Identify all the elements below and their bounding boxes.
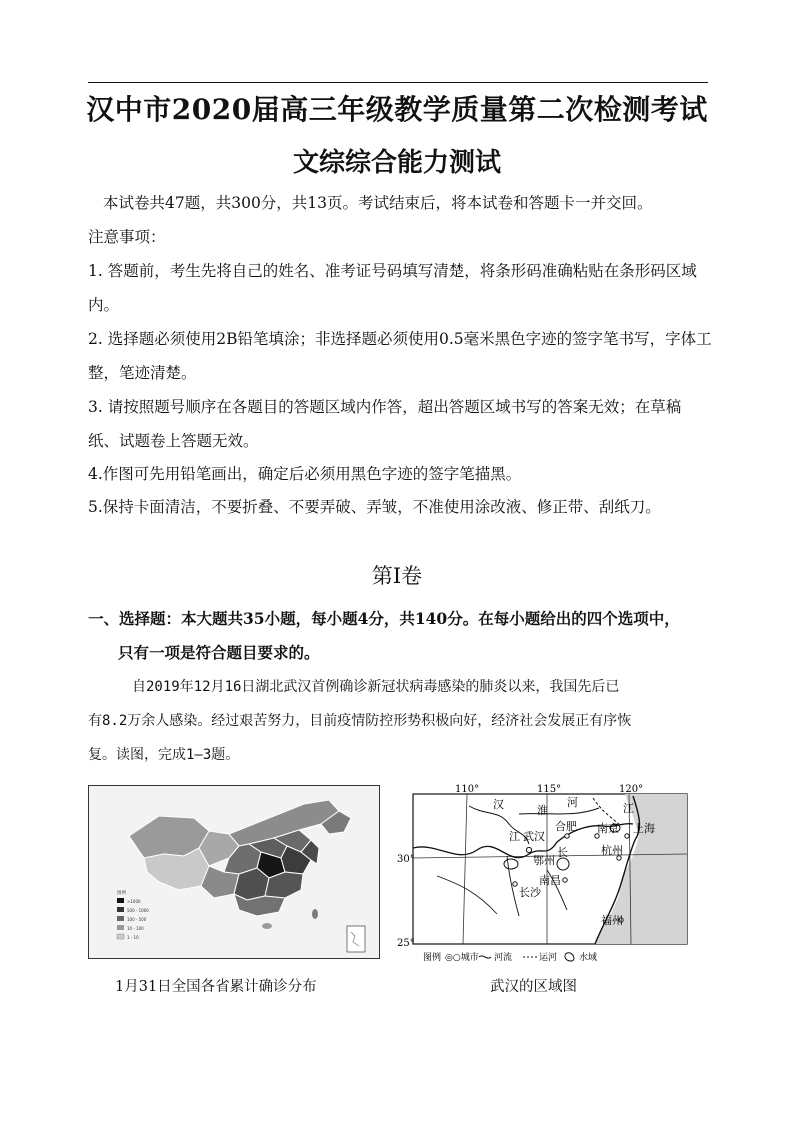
- page-subtitle: 文综综合能力测试: [292, 148, 501, 178]
- place-label: 江: [509, 830, 520, 843]
- notice-item-1: 1. 答题前，考生先将自己的姓名、准考证号码填写清楚，将条形码准确粘贴在条形码区域内。: [88, 262, 697, 314]
- place-label: 福州: [601, 914, 623, 927]
- notice-item-5: 5.保持卡面清洁，不要折叠、不要弄破、弄皱，不准使用涂改液、修正带、刮纸刀。: [88, 498, 661, 516]
- top-rule: [88, 82, 708, 83]
- legend-item: >1000: [127, 899, 141, 904]
- intro-text: 本试卷共47题，共300分，共13页。考试结束后，将本试卷和答题卡一并交回。: [103, 194, 653, 212]
- south-china-sea-inset: [347, 926, 365, 952]
- figure2-caption: 武汉的区域图: [490, 979, 577, 995]
- place-label: 长: [557, 846, 568, 859]
- part-heading-line1: 一、选择题：本大题共35小题，每小题4分，共140分。在每小题给出的四个选项中，: [88, 609, 680, 628]
- part-heading-line2: 只有一项是符合题目要求的。: [118, 643, 320, 662]
- map-legend-city: ◎○城市: [445, 953, 479, 963]
- part-heading: [88, 602, 712, 670]
- place-label: 武汉: [523, 830, 545, 843]
- lat-label: 30°: [397, 854, 415, 865]
- place-label: 河: [567, 796, 578, 809]
- passage-line2: 有8.2万余人感染。经过艰苦努力，目前疫情防控形势积极向好，经济社会发展正有序恢: [88, 713, 632, 729]
- lat-label: 25°: [397, 938, 415, 949]
- place-label: 上海: [633, 822, 655, 835]
- place-label: 南昌: [539, 874, 561, 887]
- lon-label: 110°: [455, 784, 480, 795]
- map-legend-water: 水域: [579, 953, 598, 963]
- place-label: 鄂州: [533, 854, 555, 867]
- map-legend-label: 图例: [423, 953, 442, 963]
- notice-item-2: 2. 选择题必须使用2B铅笔填涂；非选择题必须使用0.5毫米黑色字迹的签字笔书写，字体工整，笔迹清楚。: [88, 330, 712, 382]
- wuhan-region-map: [397, 784, 691, 969]
- notice-item-3: 3. 请按照题号顺序在各题目的答题区域内作答，超出答题区域书写的答案无效；在草稿纸、试题卷上答题无效。: [88, 398, 682, 450]
- legend-item: 1 - 10: [127, 935, 139, 940]
- passage: [88, 670, 712, 772]
- china-map-graphic: [89, 786, 379, 958]
- place-label: 杭州: [601, 844, 623, 857]
- place-label: 南京: [597, 822, 619, 835]
- place-label: 汉: [493, 798, 504, 811]
- map-legend-canal: 运河: [539, 953, 558, 963]
- place-label: 长沙: [519, 886, 541, 899]
- passage-line3: 复。读图，完成1—3题。: [88, 747, 240, 763]
- china-map-figure: [88, 785, 380, 959]
- notice-item-4: 4.作图可先用铅笔画出，确定后必须用黑色字迹的签字笔描黑。: [88, 465, 522, 483]
- legend-item: 10 - 100: [127, 926, 144, 931]
- figure1-caption: 1月31日全国各省累计确诊分布: [115, 979, 317, 995]
- legend-item: 100 - 500: [127, 917, 147, 922]
- section-title: 第Ⅰ卷: [371, 564, 423, 588]
- page-title: 汉中市2020届高三年级教学质量第二次检测考试: [86, 93, 708, 126]
- legend-item: 500 - 1000: [127, 908, 149, 913]
- place-label: 江: [623, 802, 634, 815]
- passage-line1: 自2019年12月16日湖北武汉首例确诊新冠状病毒感染的肺炎以来，我国先后已: [132, 679, 620, 695]
- place-label: 合肥: [555, 820, 577, 833]
- legend-title: 图例: [117, 891, 126, 896]
- place-label: 淮: [537, 804, 548, 817]
- wuhan-map-graphic: [397, 784, 691, 969]
- lon-label: 115°: [537, 784, 562, 795]
- notice-label: 注意事项：: [88, 228, 166, 246]
- lon-label: 120°: [619, 784, 644, 795]
- map-legend-river: 河流: [494, 953, 513, 963]
